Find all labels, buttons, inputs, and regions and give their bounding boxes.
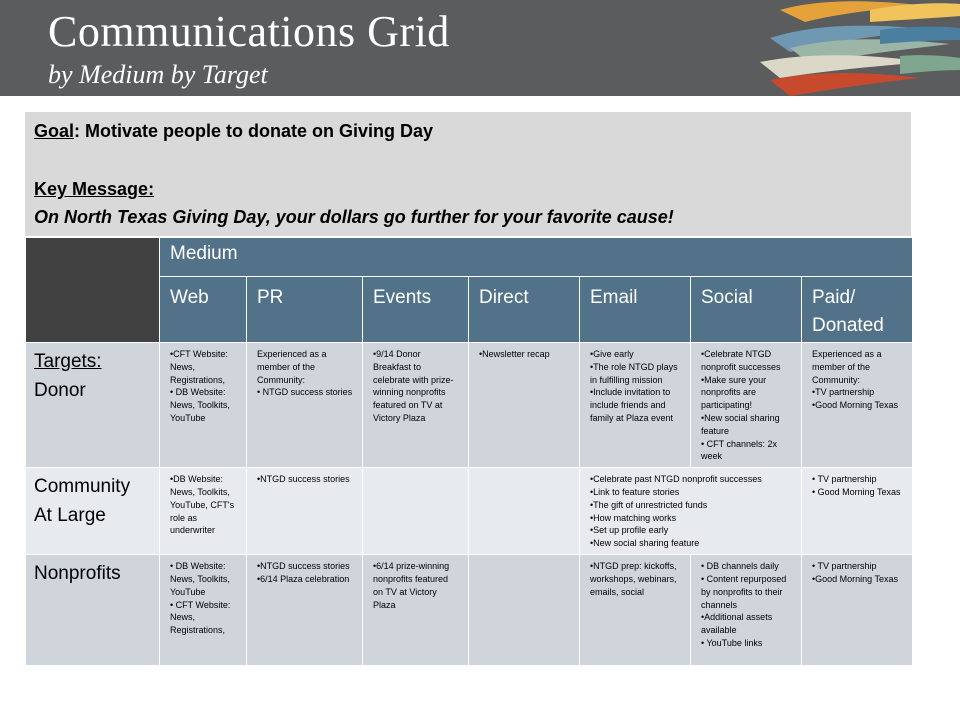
column-header: Web [160, 277, 247, 343]
cell-item: Experienced as a member of the Community: [812, 349, 882, 385]
cell-item: •Include invitation to include friends and family at Plaza event [590, 387, 674, 423]
column-header: Paid/ Donated [802, 277, 913, 343]
goal-line [34, 121, 433, 142]
row-label [26, 468, 160, 555]
table-row [26, 468, 913, 555]
grid-cell [363, 555, 469, 666]
cell-item: •Celebrate past NTGD nonprofit successes [590, 474, 762, 485]
grid-cell [363, 343, 469, 468]
column-header: Events [363, 277, 469, 343]
cell-item: •TV partnership [812, 387, 875, 398]
grid-cell [580, 555, 691, 666]
cell-item: •Set up profile early [590, 525, 669, 536]
cell-item: •Give early [590, 349, 634, 359]
cell-item: •The role NTGD plays in fulfilling mission [590, 361, 678, 385]
cell-item: •Make sure your nonprofits are participating! [701, 374, 767, 411]
grid-cell [469, 555, 580, 666]
cell-item: • DB Website: News, Toolkits, YouTube [170, 387, 230, 423]
target-name: Donor [34, 380, 86, 401]
grid-cell [363, 468, 469, 555]
grid-cell [247, 555, 363, 666]
medium-header: Medium [160, 238, 913, 277]
cell-item: •New social sharing feature [701, 412, 780, 436]
grid-cell [469, 343, 580, 468]
column-header: Direct [469, 277, 580, 343]
cell-item: •6/14 prize-winning nonprofits featured on TV at Victory Plaza [373, 561, 450, 610]
grid-cell [802, 555, 913, 666]
cell-item: •9/14 Donor Breakfast to celebrate with prize-winning nonprofits featured on TV at Victory Plaza [373, 349, 454, 423]
goal-label: Goal [34, 121, 75, 141]
cell-item: • TV partnership [812, 561, 877, 572]
title-banner [0, 0, 960, 96]
cell-item: •How matching works [590, 512, 677, 523]
cell-item: • DB channels daily [701, 561, 779, 572]
cell-item: • DB Website: News, Toolkits, YouTube [170, 561, 230, 597]
row-label [26, 343, 160, 468]
grid-cell [691, 555, 802, 666]
grid-cell [247, 468, 363, 555]
key-message-text: On North Texas Giving Day, your dollars go further for your favorite cause! [34, 207, 674, 227]
cell-item: • TV partnership [812, 474, 877, 485]
cell-item: •Celebrate NTGD nonprofit successes [701, 349, 781, 372]
key-message-label: Key Message: [34, 179, 155, 199]
cell-item: •NTGD success stories [257, 474, 350, 485]
column-header: Social [691, 277, 802, 343]
grid-cell [802, 468, 913, 555]
grid-cell [469, 468, 580, 555]
target-name: Community [34, 476, 131, 498]
table-row [26, 343, 913, 468]
target-name: At Large [34, 505, 106, 527]
cell-item: • YouTube links [701, 637, 763, 648]
cell-item: •NTGD prep: kickoffs, workshops, webinars, emails, social [590, 561, 677, 597]
grid-cell [160, 468, 247, 555]
grid-cell [580, 468, 802, 555]
cell-item: •Additional assets available [701, 612, 773, 636]
grid-cell [691, 343, 802, 468]
cell-item: •Link to feature stories [590, 486, 680, 497]
corner-cell [26, 238, 160, 343]
cell-item: •New social sharing feature [590, 538, 700, 549]
cell-item: • Content repurposed by nonprofits to their channels [701, 573, 787, 610]
swoosh-logo-icon [750, 0, 960, 96]
cell-item: • Good Morning Texas [812, 486, 901, 497]
grid-cell [247, 343, 363, 468]
cell-item: •Good Morning Texas [812, 573, 899, 584]
cell-item: • CFT Website: News, Registrations, [170, 599, 231, 636]
cell-item: •DB Website: News, Toolkits, YouTube, CFT's role as underwriter [170, 474, 235, 536]
column-header: Email [580, 277, 691, 343]
page-subtitle: by Medium by Target [48, 60, 268, 89]
cell-item: •Newsletter recap [479, 349, 550, 359]
goal-text: : Motivate people to donate on Giving Day [74, 121, 434, 141]
cell-item: •NTGD success stories [257, 561, 350, 572]
table-row [26, 555, 913, 666]
page-title: Communications Grid [48, 7, 450, 56]
cell-item: •CFT Website: News, Registrations, [170, 349, 228, 385]
cell-item: •The gift of unrestricted funds [590, 499, 708, 510]
target-name: Nonprofits [34, 563, 121, 585]
row-label [26, 555, 160, 666]
cell-item: Experienced as a member of the Community: [257, 349, 327, 385]
cell-item: •Good Morning Texas [812, 400, 899, 411]
cell-item: •6/14 Plaza celebration [257, 573, 350, 584]
targets-label: Targets: [34, 351, 102, 372]
communications-grid [25, 237, 913, 666]
grid-cell [802, 343, 913, 468]
grid-cell [160, 555, 247, 666]
grid-cell [160, 343, 247, 468]
cell-item: • NTGD success stories [257, 387, 353, 398]
goal-box [25, 112, 911, 236]
grid-cell [580, 343, 691, 468]
cell-item: • CFT channels: 2x week [701, 438, 778, 462]
column-header: PR [247, 277, 363, 343]
